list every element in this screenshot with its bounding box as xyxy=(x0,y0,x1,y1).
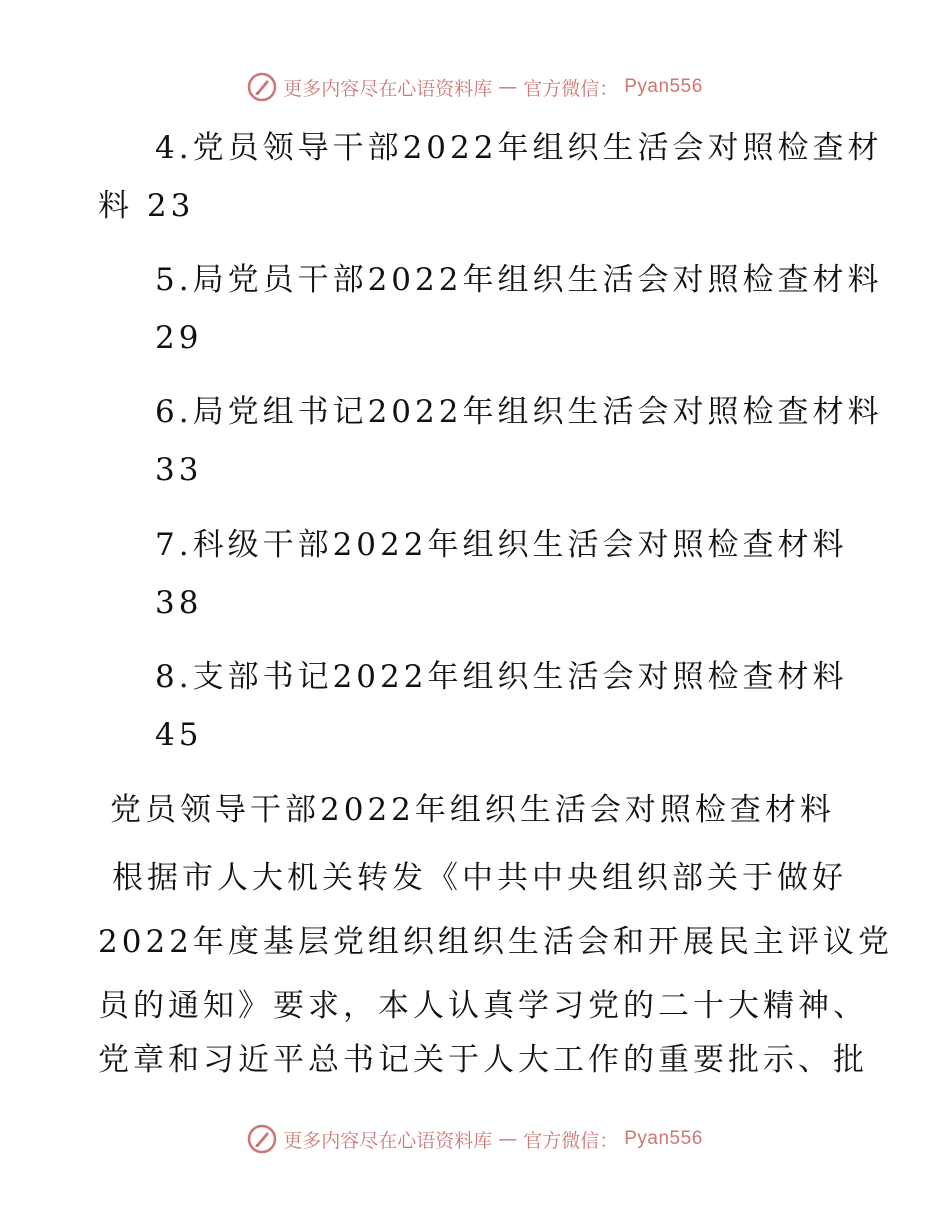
quill-logo-icon xyxy=(247,1124,277,1154)
toc-item-5-line2: 29 xyxy=(155,320,203,356)
toc-item-4-line2: 料 23 xyxy=(98,188,195,224)
quill-logo-icon xyxy=(247,72,277,102)
toc-item-8-line2: 45 xyxy=(155,717,203,753)
toc-item-7-line1: 7.科级干部2022年组织生活会对照检查材料 xyxy=(155,527,848,563)
section-title: 党员领导干部2022年组织生活会对照检查材料 xyxy=(110,792,835,828)
watermark-official-label: 官方微信： xyxy=(523,77,619,100)
watermark-separator: — xyxy=(498,1128,518,1150)
toc-item-8-line1: 8.支部书记2022年组织生活会对照检查材料 xyxy=(155,659,848,695)
watermark-account: Pyan556 xyxy=(624,76,703,97)
watermark-header xyxy=(0,72,950,102)
toc-item-6-line2: 33 xyxy=(155,452,203,488)
watermark-brand-text: 更多内容尽在心语资料库 xyxy=(283,77,493,100)
toc-item-4-line1: 4.党员领导干部2022年组织生活会对照检查材 xyxy=(155,130,883,166)
toc-item-7-line2: 38 xyxy=(155,585,203,621)
watermark-separator: — xyxy=(498,76,518,98)
body-line-1: 根据市人大机关转发《中共中央组织部关于做好 xyxy=(112,860,847,896)
watermark-account: Pyan556 xyxy=(624,1128,703,1149)
body-line-4: 党章和习近平总书记关于人大工作的重要批示、批 xyxy=(98,1042,868,1078)
watermark-brand-text: 更多内容尽在心语资料库 xyxy=(283,1129,493,1152)
watermark-footer xyxy=(0,1124,950,1154)
toc-item-5-line1: 5.局党员干部2022年组织生活会对照检查材料 xyxy=(155,262,883,298)
toc-item-6-line1: 6.局党组书记2022年组织生活会对照检查材料 xyxy=(155,394,883,430)
watermark-official-label: 官方微信： xyxy=(523,1129,619,1152)
body-line-3: 员的通知》要求，本人认真学习党的二十大精神、 xyxy=(98,988,868,1024)
body-line-2: 2022年度基层党组织组织生活会和开展民主评议党 xyxy=(98,924,893,960)
